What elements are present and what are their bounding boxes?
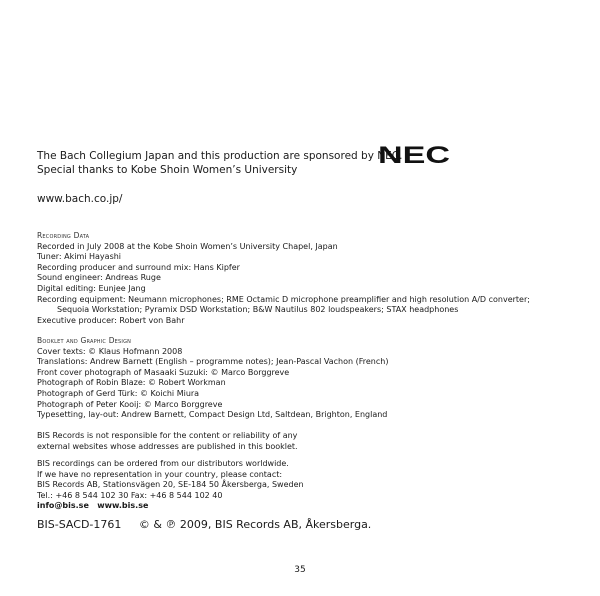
booklet-line: Photograph of Peter Kooij: © Marco Borggreve — [37, 399, 223, 409]
booklet-line: Photograph of Robin Blaze: © Robert Workman — [37, 378, 226, 388]
recording-line: Digital editing: Eunjee Jang — [37, 283, 146, 293]
recording-line: Executive producer: Robert von Bahr — [37, 315, 185, 325]
recording-data-heading: Recording Data — [37, 231, 90, 240]
contact-line: BIS Records AB, Stationsvägen 20, SE-184 50 Åkersberga, Sweden — [37, 480, 304, 490]
contact-line: Tel.: +46 8 544 102 30 Fax: +46 8 544 102 40 — [37, 490, 223, 500]
sponsor-line-1: The Bach Collegium Japan and this production are sponsored by NEC. — [37, 150, 403, 162]
email-link[interactable]: info@bis.se — [37, 501, 89, 511]
nec-logo — [378, 142, 454, 166]
contact-section — [37, 459, 304, 512]
booklet-line: Photograph of Gerd Türk: © Koichi Miura — [37, 388, 200, 398]
sponsor-line-2: Special thanks to Kobe Shoin Women’s University — [37, 164, 298, 176]
page-number: 35 — [294, 565, 306, 575]
bis-website-link[interactable]: www.bis.se — [97, 501, 149, 511]
contact-links — [37, 501, 304, 512]
recording-line: Recorded in July 2008 at the Kobe Shoin Women’s University Chapel, Japan — [37, 241, 338, 251]
booklet-line: Cover texts: © Klaus Hofmann 2008 — [37, 346, 183, 356]
booklet-line: Front cover photograph of Masaaki Suzuki: © Marco Borggreve — [37, 367, 290, 377]
recording-line: Sequoia Workstation; Pyramix DSD Workstation; B&W Nautilus 802 loudspeakers; STAX headphones — [57, 305, 459, 315]
recording-line: Recording producer and surround mix: Hans Kipfer — [37, 262, 240, 272]
catalog-copyright: BIS-SACD-1761 © & ℗ 2009, BIS Records AB, Åkersberga. — [37, 518, 372, 531]
nec-logo-text: NEC — [378, 142, 450, 166]
recording-line: Sound engineer: Andreas Ruge — [37, 273, 161, 283]
recording-line: Tuner: Akimi Hayashi — [37, 252, 122, 262]
booklet-line: Translations: Andrew Barnett (English – programme notes); Jean-Pascal Vachon (French) — [37, 357, 389, 367]
disclaimer-line: external websites whose addresses are published in this booklet. — [37, 441, 298, 451]
disclaimer-line: BIS Records is not responsible for the content or reliability of any — [37, 431, 298, 440]
contact-line: If we have no representation in your country, please contact: — [37, 469, 283, 479]
recording-line: Recording equipment: Neumann microphones; RME Octamic D microphone preamplifier and high resolution A/D converter; — [37, 294, 530, 304]
booklet-line: Typesetting, lay-out: Andrew Barnett, Compact Design Ltd, Saltdean, Brighton, England — [37, 410, 388, 420]
website-link[interactable]: www.bach.co.jp/ — [37, 193, 123, 205]
recording-data-section — [37, 231, 530, 326]
disclaimer-section — [37, 431, 298, 452]
contact-line: BIS recordings can be ordered from our distributors worldwide. — [37, 459, 289, 468]
booklet-section — [37, 336, 388, 421]
booklet-heading: Booklet and Graphic Design — [37, 336, 132, 345]
